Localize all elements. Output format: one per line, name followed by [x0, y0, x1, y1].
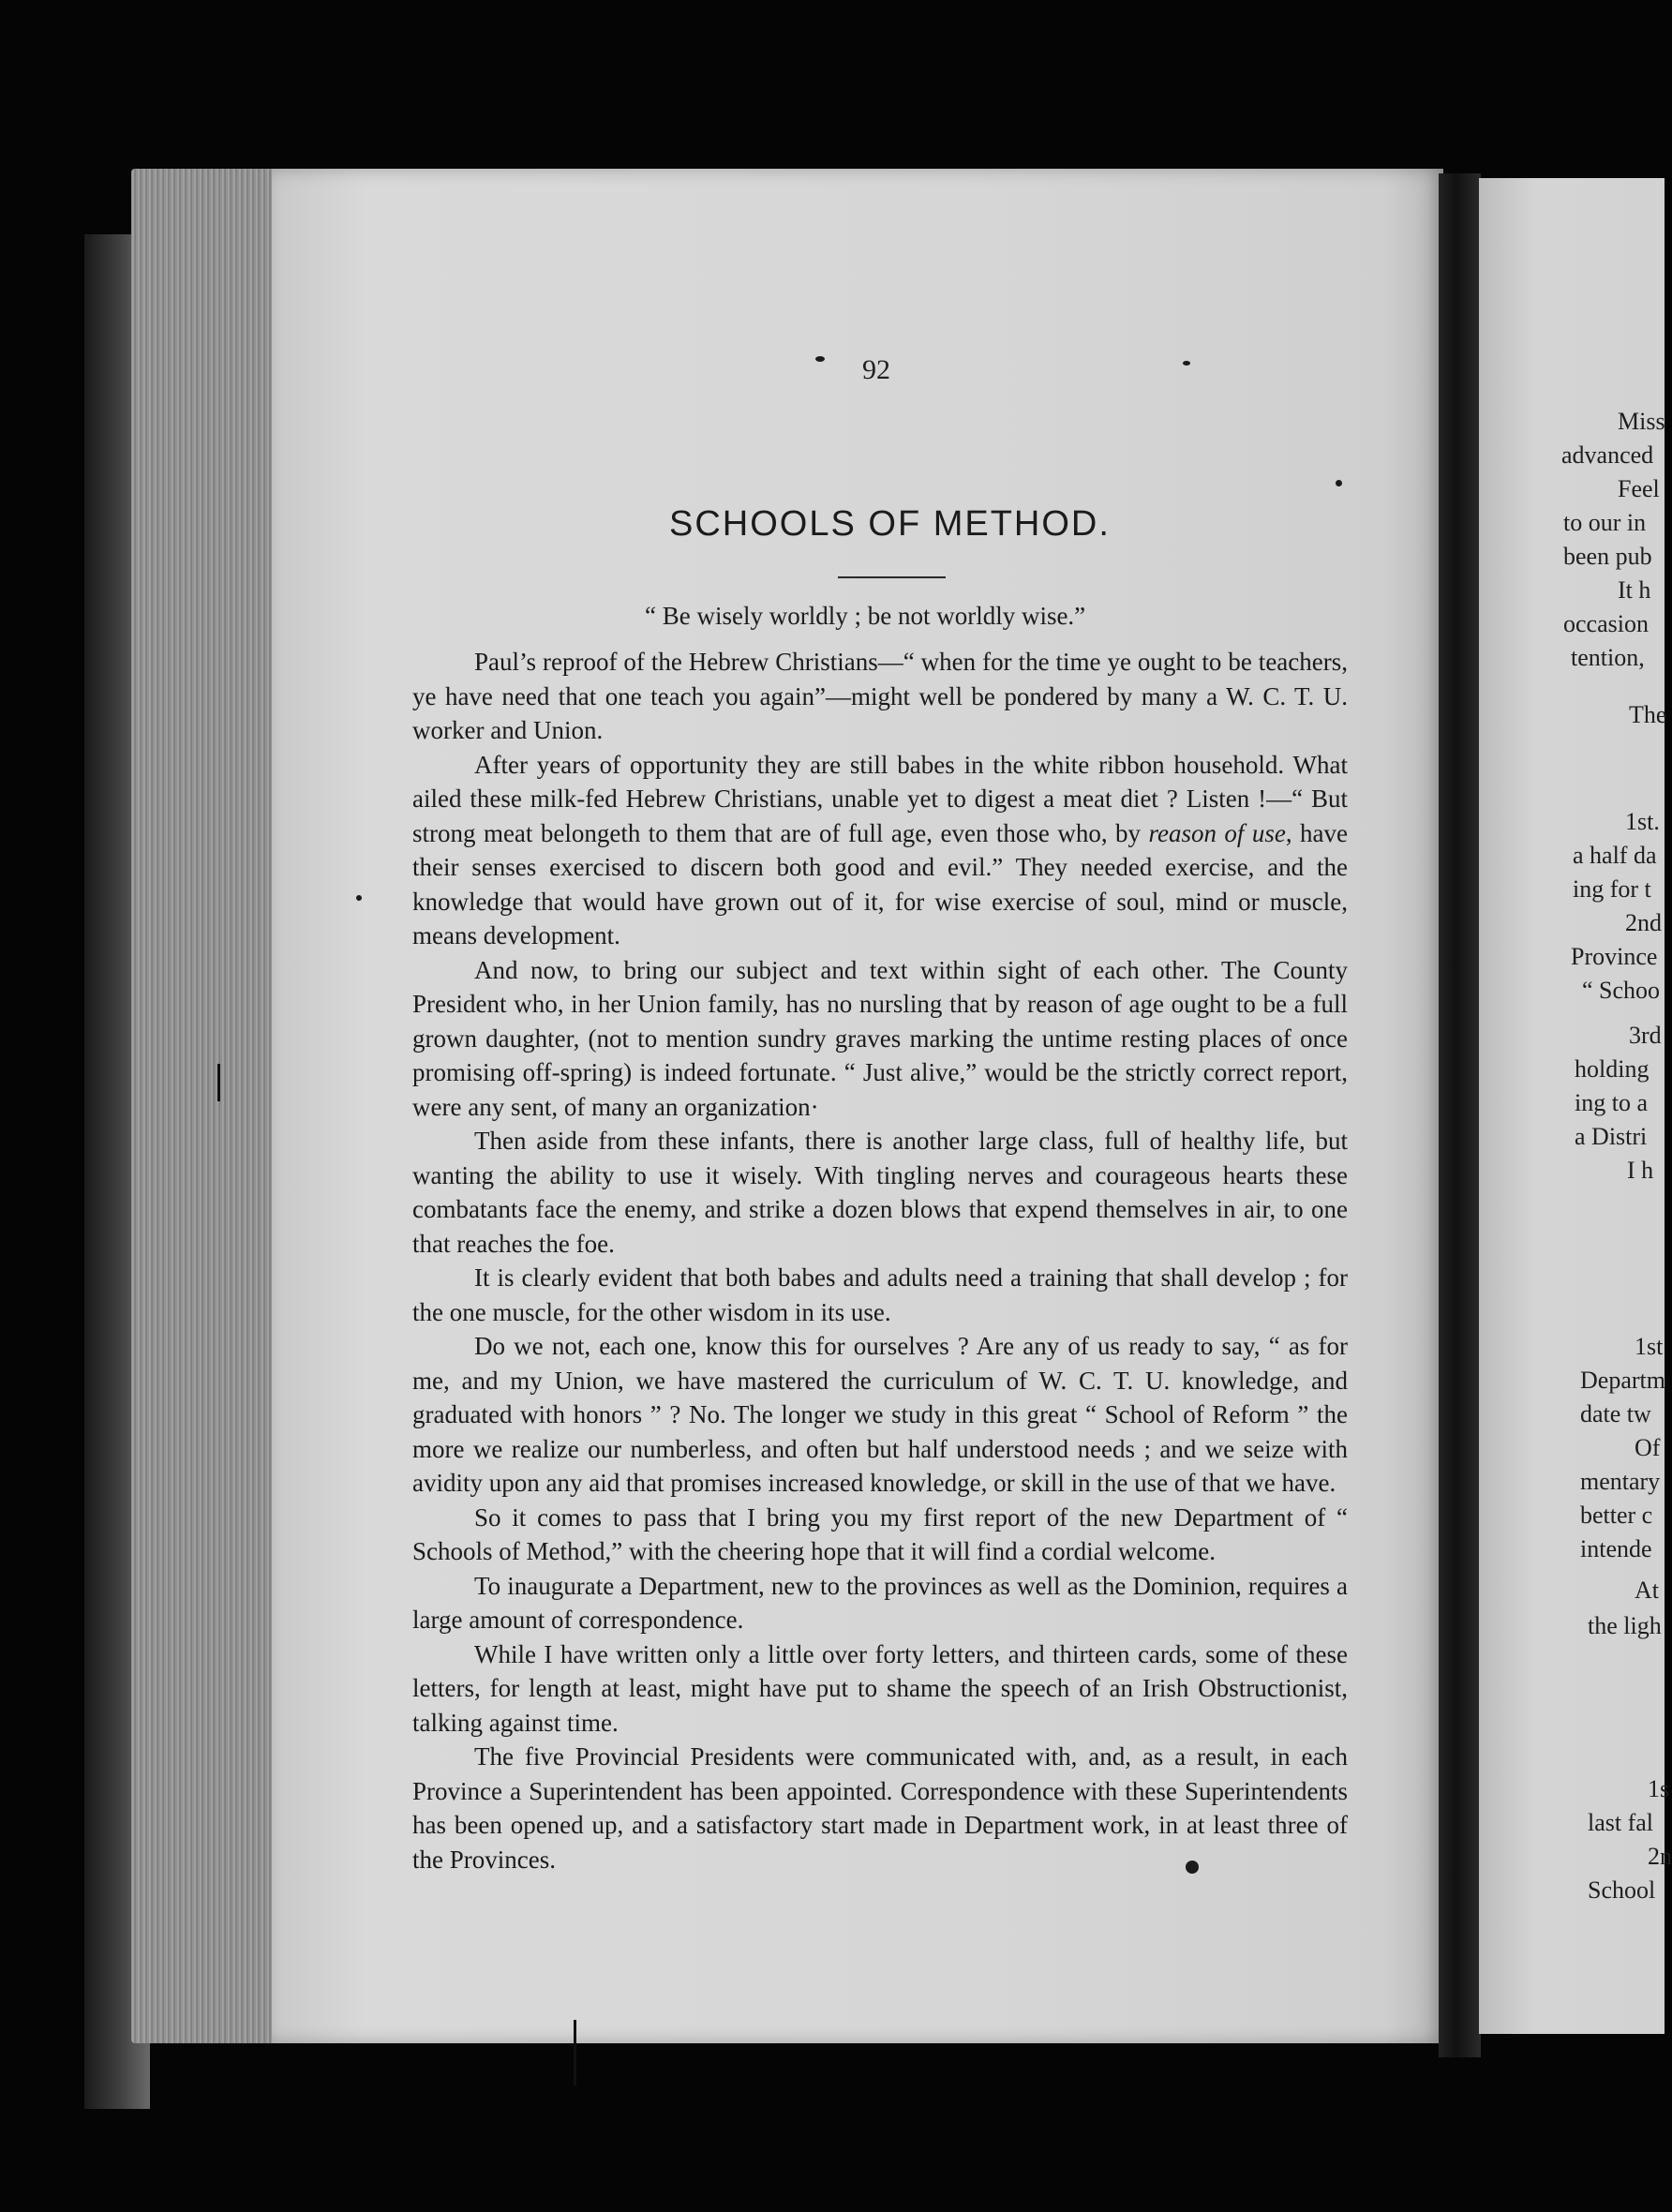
paragraph: While I have written only a little over forty letters, and thirteen cards, some of these letters, for length at least, might have put to shame the speech of an Irish Obstructionist, talking against time. [412, 1639, 1348, 1737]
pen-mark [217, 1064, 220, 1101]
paragraph: Do we not, each one, know this for ourselves ? Are any of us ready to say, “ as for me, and my Union, we have mastered the curriculum of W. C. T. U. knowledge, and graduated with honors ” ? No. The longer we study in this great “ School of Reform ” the more we realize our numberless, and often but half understood needs ; and we seize with avidity upon any aid that promises increased knowledge, or skill in the use of that we have. [412, 1332, 1348, 1497]
page-title: SCHOOLS OF METHOD. [669, 504, 1111, 544]
book-gutter [1439, 173, 1481, 2057]
right-page-line: mentary [1580, 1468, 1661, 1495]
right-page-line: intende [1580, 1535, 1652, 1562]
right-page-line: ing for t [1573, 875, 1651, 903]
right-page-line: better c [1580, 1502, 1653, 1529]
page-number: 92 [862, 354, 890, 385]
right-page-line: “ Schoo [1582, 977, 1661, 1004]
title-rule [838, 576, 946, 578]
right-page-line: 3rd [1629, 1022, 1662, 1049]
epigraph: “ Be wisely worldly ; be not worldly wise.” [645, 602, 1086, 630]
right-page-line: 2n [1648, 1843, 1672, 1870]
right-page-line: a half da [1573, 842, 1657, 869]
right-page-line: School [1588, 1876, 1656, 1904]
right-page-line: Of [1635, 1434, 1661, 1461]
ink-speck [1186, 1861, 1199, 1874]
right-page-line: date tw [1580, 1400, 1651, 1427]
pen-mark [574, 2020, 576, 2085]
paragraph: To inaugurate a Department, new to the provinces as well as the Dominion, requires a large amount of correspondence. [412, 1571, 1348, 1634]
right-page-line: At [1635, 1577, 1659, 1604]
right-page-line: 1s [1648, 1775, 1670, 1802]
right-page-line: 1st. [1625, 808, 1660, 835]
paragraph: The five Provincial Presidents were communicated with, and, as a result, in each Province a Superintendent has been appointed. Correspondence with these Superintendents has been opened up, and a satisfactory start made in Department work, in at least three of the Provinces. [412, 1742, 1348, 1874]
right-page-line: I h [1627, 1157, 1654, 1184]
paragraph: After years of opportunity they are still babes in the white ribbon household. What ailed these milk-fed Hebrew Christians, unable yet to digest a meat diet ? Listen !—“ But strong meat belongeth to them that are of full age, even those who, by reason of use, have their senses exercised to discern both good and evil.” They needed exercise, and the knowledge that would have grown out of it, for wise exercise of soul, mind or muscle, means development. [412, 750, 1348, 949]
paragraph: So it comes to pass that I bring you my first report of the new Department of “ Schools of Method,” with the cheering hope that it will find a cordial welcome. [412, 1502, 1348, 1565]
ink-speck [1336, 480, 1342, 486]
right-page-line: Province [1571, 943, 1658, 970]
page-edges [131, 169, 291, 2043]
right-page-line: ing to a [1575, 1089, 1648, 1116]
right-page-line: holding [1575, 1055, 1650, 1083]
right-page-line: It h [1618, 576, 1651, 604]
right-page-line: a Distri [1575, 1123, 1648, 1150]
ink-speck [356, 895, 362, 901]
body-text [412, 645, 1348, 1876]
right-page-line: Departm [1580, 1367, 1665, 1394]
right-page-line: occasion [1563, 610, 1649, 637]
right-page-line: advanced [1561, 441, 1654, 469]
paragraph: And now, to bring our subject and text within sight of each other. The County President who, in her Union family, has no nursling that by reason of age ought to be a full grown daughter, (not to mention sundry graves marking the untime resting places of once promising off-spring) is indeed fortunate. “ Just alive,” would be the strictly correct report, were any sent, of many an organization· [412, 955, 1348, 1121]
paragraph: It is clearly evident that both babes and adults need a training that shall develop ; for the one muscle, for the other wisdom in its use. [412, 1263, 1348, 1326]
ink-speck [1183, 361, 1190, 366]
right-page-line: The [1629, 701, 1667, 728]
paragraph: Then aside from these infants, there is another large class, full of healthy life, but wanting the ability to use it wisely. With tingling nerves and courageous hearts these combatants face the enemy, and strike a dozen blows that expend themselves in air, to one that reaches the foe. [412, 1127, 1348, 1258]
right-page-line: tention, [1571, 644, 1645, 671]
right-page-line: to our in [1563, 509, 1647, 536]
paragraph: Paul’s reproof of the Hebrew Christians—“ when for the time ye ought to be teachers, ye have need that one teach you again”—might well be pondered by many a W. C. T. U. worker and Union. [412, 648, 1348, 744]
right-page-line: Feel [1618, 475, 1660, 502]
ink-speck [815, 356, 825, 362]
right-page-line: 2nd [1625, 909, 1662, 936]
right-page-line: 1st [1635, 1333, 1664, 1360]
right-page-line: the ligh [1588, 1612, 1662, 1639]
right-page-line: last fal [1588, 1809, 1654, 1836]
right-page-line: been pub [1563, 543, 1652, 570]
right-page-line: Miss [1618, 408, 1665, 435]
